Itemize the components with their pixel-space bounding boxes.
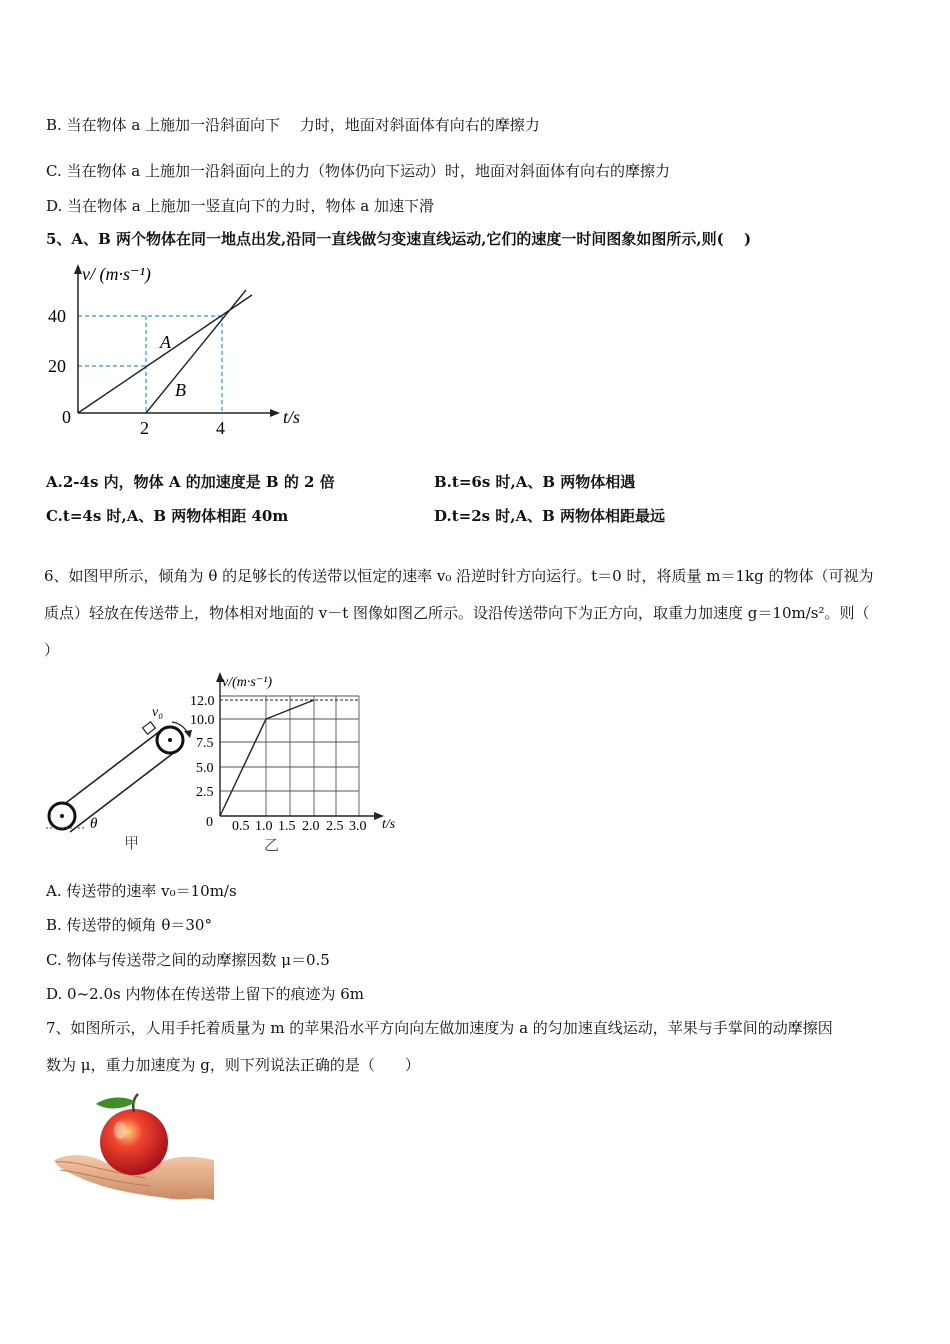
y-tick-10: 10.0: [190, 713, 215, 728]
y-tick-5: 5.0: [196, 761, 214, 776]
y-tick-7-5: 7.5: [196, 736, 214, 751]
q7-stem-line2: 数为 μ，重力加速度为 g，则下列说法正确的是（ ）: [46, 1056, 420, 1074]
y-tick-20: 20: [48, 356, 66, 376]
q6-option-b: B. 传送带的倾角 θ＝30°: [46, 916, 212, 934]
q6-conveyor-figure: [44, 700, 204, 860]
q4-option-d: D. 当在物体 a 上施加一竖直向下的力时，物体 a 加速下滑: [46, 197, 434, 215]
q6-vt-graph: [190, 666, 406, 860]
x-tick-1-5: 1.5: [278, 819, 296, 834]
line-a: [78, 295, 252, 413]
origin-label: 0: [206, 815, 213, 830]
y-axis-label: v/ (m·s⁻¹): [82, 264, 151, 284]
q6-stem-line3: ）: [44, 641, 60, 659]
q6-option-d: D. 0~2.0s 内物体在传送带上留下的痕迹为 6m: [46, 985, 364, 1003]
y-tick-2-5: 2.5: [196, 785, 214, 800]
x-tick-2: 2: [140, 418, 149, 438]
q5-stem: 5、A、B 两个物体在同一地点出发,沿同一直线做匀变速直线运动,它们的速度一时间图象如图所示,则( ): [46, 230, 752, 248]
q6-stem-line1: 6、如图甲所示，倾角为 θ 的足够长的传送带以恒定的速率 v₀ 沿逆时针方向运行。t＝0 时，将质量 m＝1kg 的物体（可视为: [44, 567, 874, 585]
q5-option-a: A.2-4s 内，物体 A 的加速度是 B 的 2 倍: [46, 473, 335, 491]
q5-option-b: B.t=6s 时,A、B 两物体相遇: [434, 473, 636, 491]
x-axis-label: t/s: [382, 817, 396, 832]
q5-vt-graph: [40, 258, 330, 443]
line-b-label: B: [175, 380, 186, 400]
x-axis-label: t/s: [283, 407, 301, 427]
y-axis-label: v/(m·s⁻¹): [222, 675, 273, 690]
x-tick-4: 4: [216, 418, 225, 438]
q4-option-b: B. 当在物体 a 上施加一沿斜面向下 力时，地面对斜面体有向右的摩擦力: [46, 116, 540, 134]
x-tick-3-0: 3.0: [349, 819, 367, 834]
q4-option-c: C. 当在物体 a 上施加一沿斜面向上的力（物体仍向下运动）时，地面对斜面体有向右的摩擦力: [46, 162, 670, 180]
line-a-label: A: [160, 332, 171, 352]
q6-option-a: A. 传送带的速率 v₀＝10m/s: [46, 882, 237, 900]
apple-on-hand-image: [46, 1090, 214, 1214]
q5-option-c: C.t=4s 时,A、B 两物体相距 40m: [46, 507, 289, 525]
q6-stem-line2: 质点）轻放在传送带上，物体相对地面的 v－t 图像如图乙所示。设沿传送带向下为正方向，取重力加速度 g＝10m/s²。则（: [44, 604, 870, 622]
x-tick-2-0: 2.0: [302, 819, 320, 834]
fig-jia-label: 甲: [124, 834, 140, 852]
fig-yi-label: 乙: [264, 836, 280, 854]
theta-label: θ: [90, 816, 98, 832]
x-tick-0-5: 0.5: [232, 819, 250, 834]
vt-line: [220, 700, 314, 816]
v0-label: v₀: [152, 705, 164, 720]
q7-stem-line1: 7、如图所示，人用手托着质量为 m 的苹果沿水平方向向左做加速度为 a 的匀加速直线运动，苹果与手掌间的动摩擦因: [46, 1019, 833, 1037]
y-tick-12: 12.0: [190, 694, 215, 709]
q6-option-c: C. 物体与传送带之间的动摩擦因数 μ＝0.5: [46, 951, 330, 969]
q5-option-d: D.t=2s 时,A、B 两物体相距最远: [434, 507, 666, 525]
x-tick-2-5: 2.5: [326, 819, 344, 834]
y-tick-40: 40: [48, 306, 66, 326]
origin-label: 0: [62, 407, 71, 427]
x-tick-1-0: 1.0: [255, 819, 273, 834]
